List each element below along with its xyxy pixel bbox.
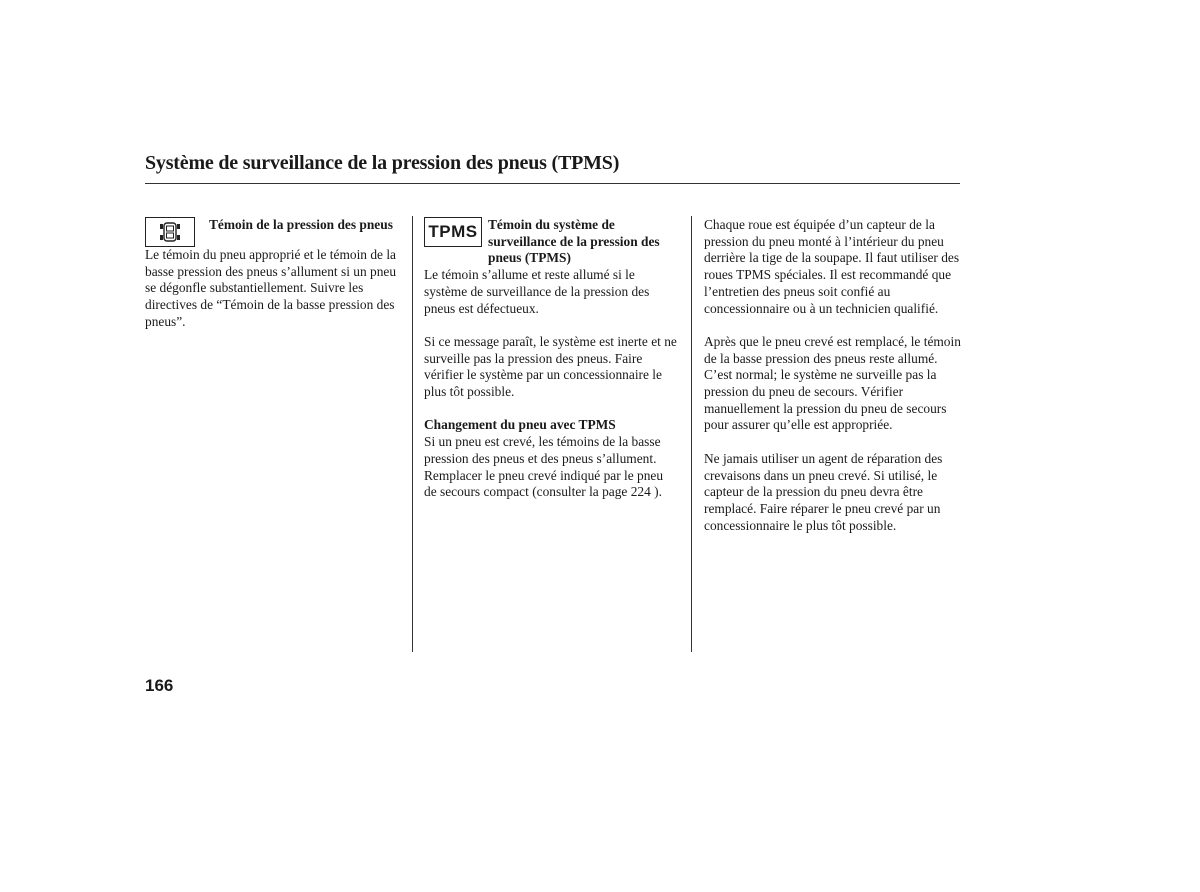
paragraph: Si un pneu est crevé, les témoins de la basse pression des pneus et des pneus s’allument. Remplacer le pneu crevé indiqué par le pneu de secours compact (consulter la page 224 ). xyxy=(424,434,664,500)
page-number: 166 xyxy=(145,676,174,695)
title-divider xyxy=(145,183,960,184)
page-title: Système de surveillance de la pression des pneus (TPMS) xyxy=(145,152,620,174)
section-heading: Témoin du système de surveillance de la pression des pneus (TPMS) xyxy=(488,217,660,266)
paragraph: Si ce message paraît, le système est inerte et ne surveille pas la pression des pneus. Faire vérifier le système par un concessionnaire le plus tôt possible. xyxy=(424,333,677,400)
section-heading: Témoin de la pression des pneus xyxy=(209,217,393,232)
tpms-indicator-icon: TPMS xyxy=(424,217,482,247)
column-3 xyxy=(704,217,962,534)
column-1 xyxy=(145,217,397,331)
tire-pressure-warning-icon xyxy=(145,217,195,247)
paragraph: Le témoin du pneu approprié et le témoin de la basse pression des pneus s’allument si un pneu se dégonfle substantiellement. Suivre les directives de “Témoin de la basse pression des pneus”. xyxy=(145,247,397,329)
column-divider-1 xyxy=(412,216,413,652)
column-2 xyxy=(424,217,678,501)
paragraph: Chaque roue est équipée d’un capteur de la pression du pneu monté à l’intérieur du pneu derrière la tige de la soupape. Il faut utiliser des roues TPMS spéciales. Il est recommandé que l’entretien des pneus soit confié au concessionnaire ou à un technicien qualifié. xyxy=(704,217,960,316)
paragraph: Le témoin s’allume et reste allumé si le système de surveillance de la pression des pneus est défectueux. xyxy=(424,267,650,316)
section-header-tire-pressure xyxy=(145,217,397,247)
column-divider-2 xyxy=(691,216,692,652)
subheading: Changement du pneu avec TPMS xyxy=(424,417,616,433)
section-header-tpms xyxy=(424,217,678,267)
paragraph: Après que le pneu crevé est remplacé, le témoin de la basse pression des pneus reste allumé. C’est normal; le système ne surveille pas la pression du pneu de secours. Vérifier manuellement la pression du pneu de secours pour assurer qu’elle est appropriée. xyxy=(704,333,961,433)
paragraph: Ne jamais utiliser un agent de réparation des crevaisons dans un pneu crevé. Si utilisé, le capteur de la pression du pneu devra être remplacé. Faire réparer le pneu crevé par un concessionnaire le plus tôt possible. xyxy=(704,450,943,533)
